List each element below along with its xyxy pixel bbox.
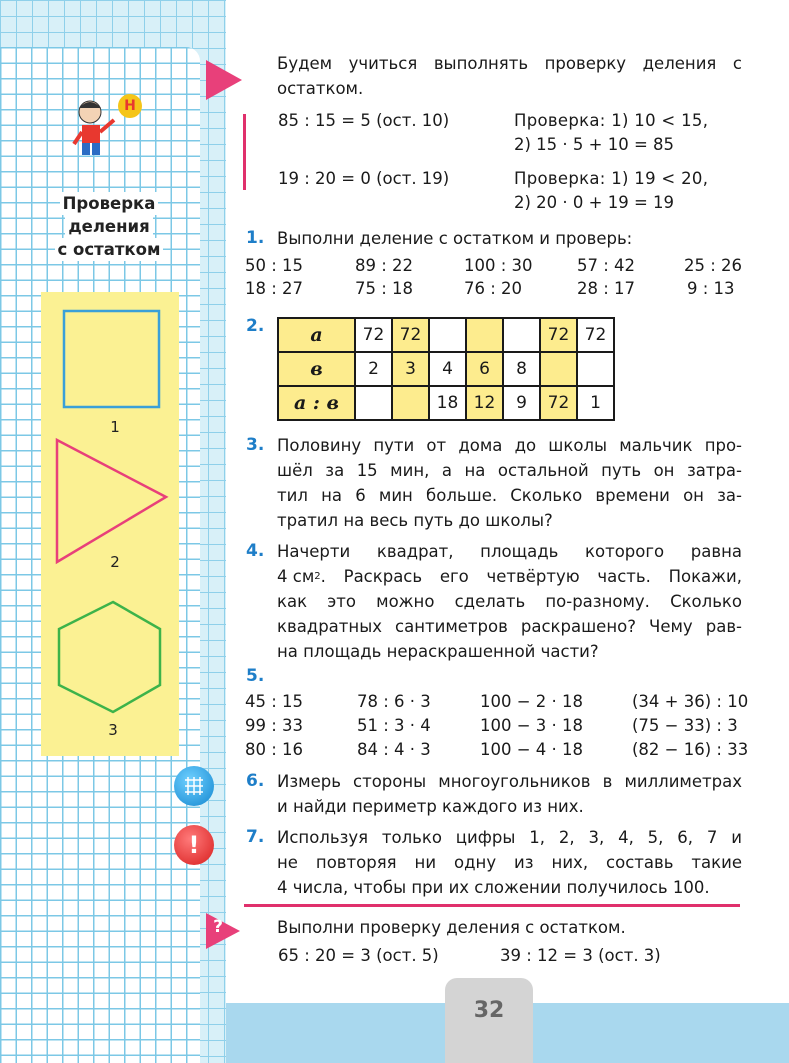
task6-line-2: и найди периметр каждого из них.: [277, 797, 584, 816]
table-cell: [429, 318, 466, 352]
task1-expr: 57 : 42: [577, 256, 636, 275]
task7-number: 7.: [246, 827, 265, 847]
task1-expr: 76 : 20: [464, 279, 523, 298]
task6-number: 6.: [246, 771, 265, 791]
square-shape: [64, 311, 159, 407]
table-cell: [392, 386, 429, 420]
task1-expr: 100 : 30: [464, 256, 533, 275]
review-divider: [244, 904, 740, 907]
table-cell: [577, 352, 614, 386]
task1-expr: 75 : 18: [355, 279, 414, 298]
task2-number: 2.: [246, 316, 265, 336]
task5-expr: 100 − 2 · 18: [480, 692, 584, 711]
task5-expr: 84 : 4 · 3: [357, 740, 431, 759]
shape-label-1: 1: [110, 418, 120, 436]
table-cell: 6: [466, 352, 503, 386]
table-cell: [503, 318, 540, 352]
task2-table: [277, 317, 615, 421]
table-cell: 1: [577, 386, 614, 420]
task1-expr: 9 : 13: [687, 279, 735, 298]
hexagon-shape: [59, 602, 160, 712]
task5-expr: 45 : 15: [245, 692, 304, 711]
table-cell: 12: [466, 386, 503, 420]
intro-line-2: остатком.: [277, 79, 364, 98]
task3-line-4: тратил на весь путь до школы?: [277, 511, 553, 530]
table-cell: 18: [429, 386, 466, 420]
intro-line-1: Будем учиться выполнять проверку деления с: [277, 54, 742, 73]
example1-check-1: Проверка: 1) 10 < 15,: [514, 111, 709, 130]
task5-expr: (75 − 33) : 3: [632, 716, 738, 735]
mascot-badge: [118, 94, 142, 118]
task5-expr: 99 : 33: [245, 716, 304, 735]
topic-line-3: с остатком: [55, 238, 164, 261]
example2-check-1: Проверка: 1) 19 < 20,: [514, 169, 709, 188]
table-header-a: а: [278, 318, 355, 352]
page-number-tab: [445, 978, 533, 1063]
table-row: [278, 318, 614, 352]
example1-division: 85 : 15 = 5 (ост. 10): [278, 111, 450, 130]
table-cell: 72: [540, 386, 577, 420]
task4-line-2a: 4 см: [277, 567, 315, 586]
example2-check-2: 2) 20 · 0 + 19 = 19: [514, 193, 675, 212]
topic-line-2: деления: [65, 215, 152, 238]
task3-number: 3.: [246, 435, 265, 455]
task1-expr: 89 : 22: [355, 256, 414, 275]
task3-line-3: тил на 6 мин больше. Сколько времени он за-: [277, 486, 742, 505]
task3-line-2: шёл за 15 мин, а на остальной путь он затра-: [277, 461, 742, 480]
task4-line-1: Начерти квадрат, площадь которого равна: [277, 542, 742, 561]
table-cell: 72: [355, 318, 392, 352]
table-cell: 3: [392, 352, 429, 386]
exclamation-icon: !: [174, 825, 214, 865]
table-cell: 9: [503, 386, 540, 420]
table-cell: 72: [540, 318, 577, 352]
task4-line-3: как это можно сделать по-разному. Сколько: [277, 592, 742, 611]
example2-division: 19 : 20 = 0 (ост. 19): [278, 169, 450, 188]
grid-ruler-icon: [174, 766, 214, 806]
badge-letter: Н: [124, 98, 136, 114]
task4-number: 4.: [246, 541, 265, 561]
table-cell: [466, 318, 503, 352]
table-cell: 8: [503, 352, 540, 386]
topic-title: [48, 192, 170, 261]
task1-expr: 25 : 26: [684, 256, 743, 275]
task5-expr: 51 : 3 · 4: [357, 716, 431, 735]
task5-expr: 78 : 6 · 3: [357, 692, 431, 711]
task5-expr: 100 − 4 · 18: [480, 740, 584, 759]
table-cell: [355, 386, 392, 420]
table-cell: 2: [355, 352, 392, 386]
task4-line-2b: . Раскрась его четвёртую часть. Покажи,: [320, 567, 742, 586]
table-header-ab: а : в: [278, 386, 355, 420]
question-mark: ?: [213, 917, 223, 937]
task1-number: 1.: [246, 228, 265, 248]
task7-line-1: Используя только цифры 1, 2, 3, 4, 5, 6, 7 и: [277, 828, 742, 847]
pink-arrow-icon: [204, 58, 244, 102]
task7-line-3: 4 числа, чтобы при их сложении получилось 100.: [277, 878, 710, 897]
task1-expr: 18 : 27: [245, 279, 304, 298]
task4-line-5: на площадь нераскрашенной части?: [277, 642, 599, 661]
example1-check-2: 2) 15 · 5 + 10 = 85: [514, 135, 675, 154]
task7-line-2: не повторяя ни одну из них, составь такие: [277, 853, 742, 872]
table-cell: [540, 352, 577, 386]
task1-text: Выполни деление с остатком и проверь:: [277, 229, 633, 248]
task5-expr: 80 : 16: [245, 740, 304, 759]
task5-expr: (82 − 16) : 33: [632, 740, 749, 759]
task4-line-4: квадратных сантиметров раскрашено? Чему рав-: [277, 617, 742, 636]
topic-line-1: Проверка: [60, 192, 159, 215]
shape-label-3: 3: [108, 721, 118, 739]
task5-expr: (34 + 36) : 10: [632, 692, 749, 711]
task5-expr: 100 − 3 · 18: [480, 716, 584, 735]
table-row: [278, 386, 614, 420]
review-example-1: 65 : 20 = 3 (ост. 5): [278, 946, 439, 965]
table-cell: 72: [577, 318, 614, 352]
triangle-shape: [57, 440, 166, 562]
page-number: 32: [473, 998, 505, 1023]
shapes-panel: [41, 292, 179, 756]
task6-line-1: Измерь стороны многоугольников в миллиметрах: [277, 772, 742, 791]
table-header-b: в: [278, 352, 355, 386]
task3-line-1: Половину пути от дома до школы мальчик про-: [277, 436, 742, 455]
table-row: [278, 352, 614, 386]
review-example-2: 39 : 12 = 3 (ост. 3): [500, 946, 661, 965]
task1-expr: 28 : 17: [577, 279, 636, 298]
intro-marker-line: [243, 114, 246, 190]
table-cell: 72: [392, 318, 429, 352]
task1-expr: 50 : 15: [245, 256, 304, 275]
task4-line-2: [277, 565, 742, 589]
task5-number: 5.: [246, 666, 265, 686]
shape-label-2: 2: [110, 553, 120, 571]
task4-superscript: 2: [314, 571, 321, 582]
review-title: Выполни проверку деления с остатком.: [277, 918, 626, 937]
table-cell: 4: [429, 352, 466, 386]
